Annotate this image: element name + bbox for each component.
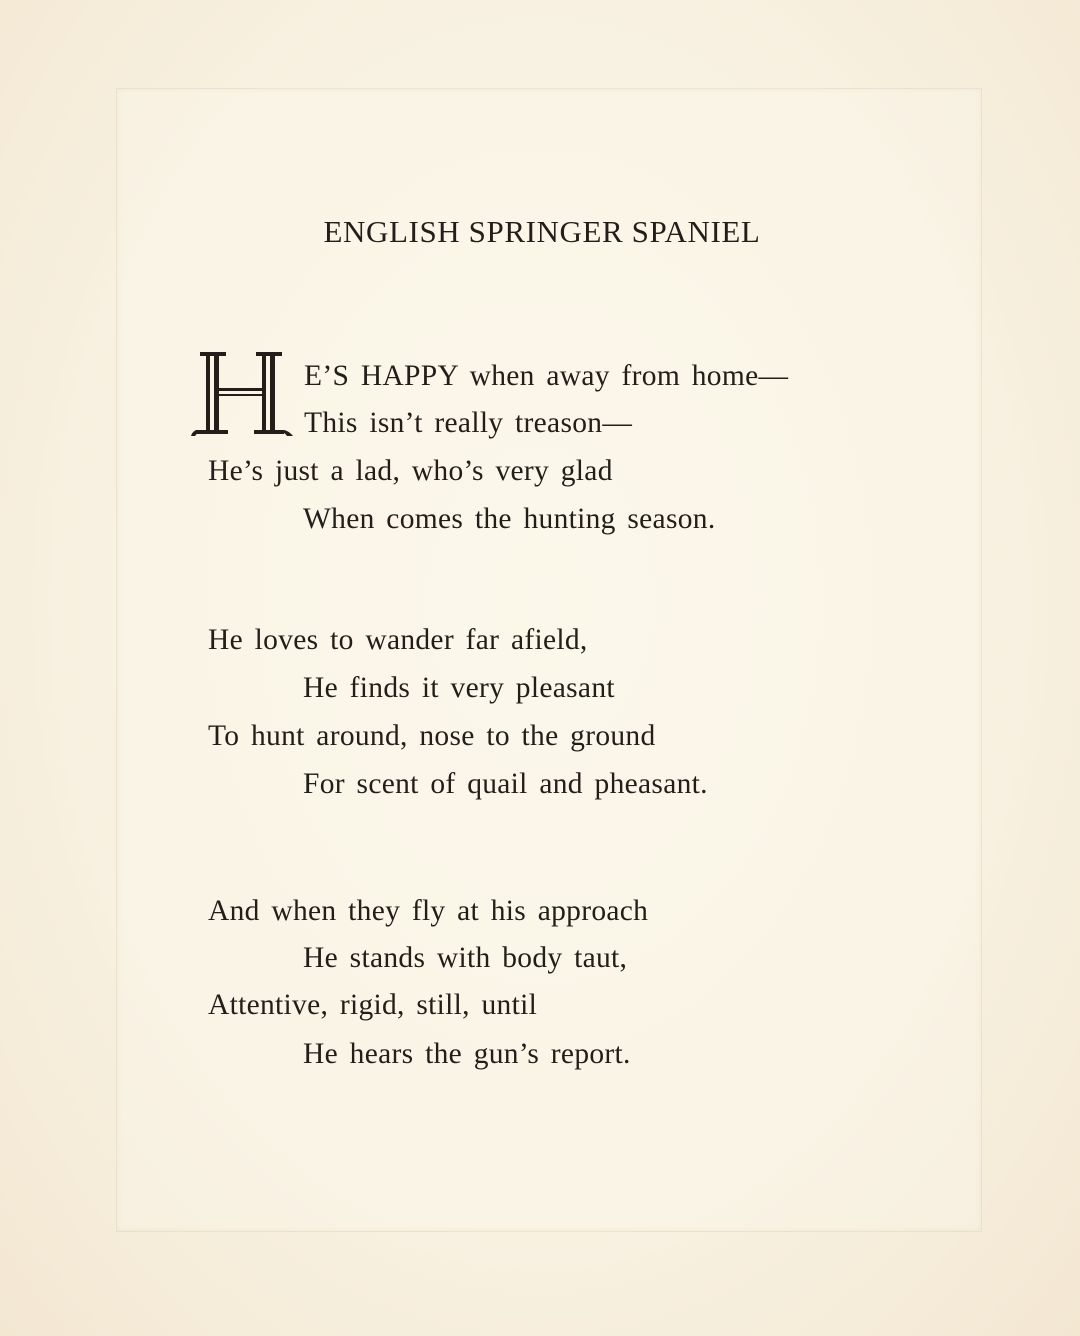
poem-line: This isn’t really treason— (304, 407, 633, 439)
poem-line: For scent of quail and pheasant. (303, 768, 708, 800)
poem-line: And when they fly at his approach (208, 895, 649, 927)
poem-line: E’S HAPPY when away from home— (304, 360, 789, 392)
poem-title: ENGLISH SPRINGER SPANIEL (323, 214, 761, 249)
poem-line: He hears the gun’s report. (303, 1038, 631, 1070)
poem-line: He’s just a lad, who’s very glad (208, 455, 613, 487)
drop-cap-letter (190, 352, 298, 438)
poem-line: To hunt around, nose to the ground (208, 720, 656, 752)
poem-line: He finds it very pleasant (303, 672, 615, 704)
poem-line: He loves to wander far afield, (208, 624, 588, 656)
poem-line: Attentive, rigid, still, until (208, 989, 538, 1021)
poem-line: He stands with body taut, (303, 942, 628, 974)
poem-line: When comes the hunting season. (303, 503, 716, 535)
